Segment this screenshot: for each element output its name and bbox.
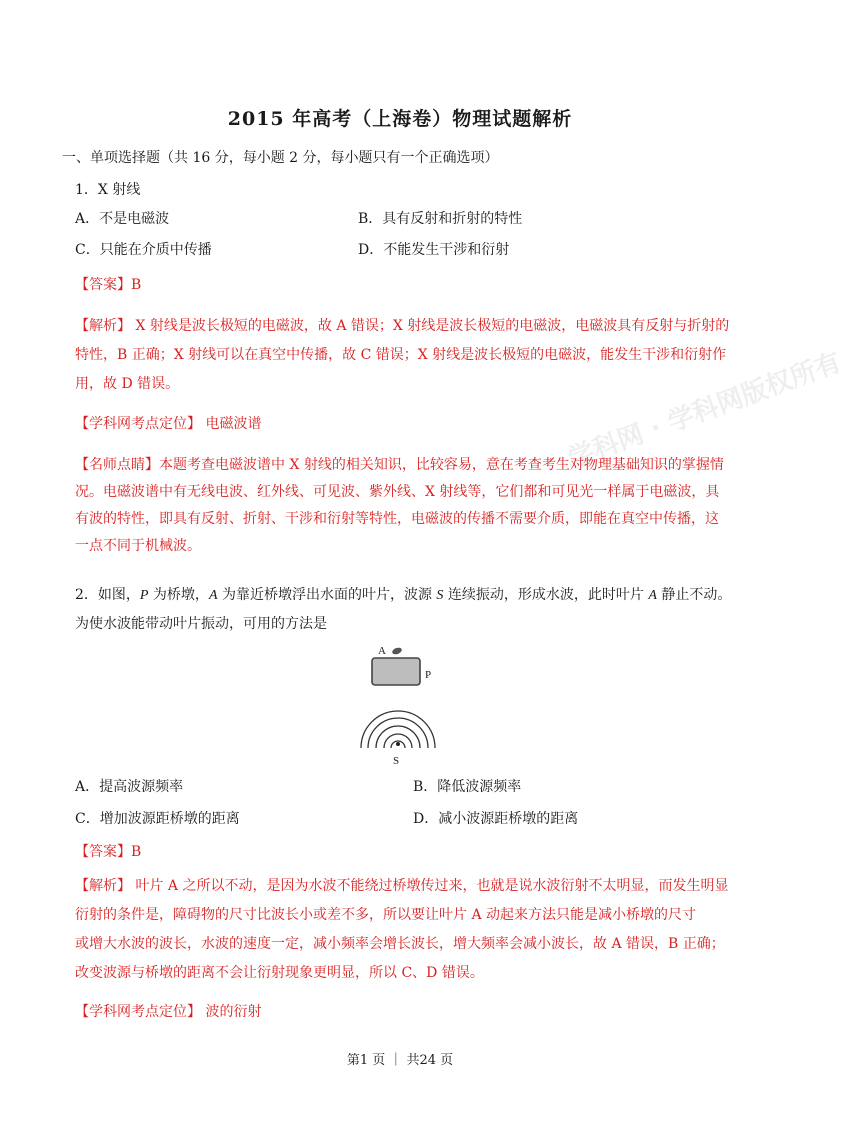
q2-option-b: B．降低波源频率 xyxy=(413,779,522,795)
leaf xyxy=(391,646,402,655)
q1-comment-line: 有波的特性，即具有反射、折射、干涉和衍射等特性，电磁波的传播不需要介质，即能在真空中传播，这 xyxy=(75,511,719,527)
q1-option-d: D．不能发生干涉和衍射 xyxy=(358,242,510,258)
q1-answer xyxy=(75,275,141,295)
q2-stem: 2．如图，P 为桥墩，A 为靠近桥墩浮出水面的叶片，波源 S 连续振动，形成水波，此时叶片 A 静止不动。 xyxy=(75,587,732,603)
section-heading: 一、单项选择题（共 16 分，每小题 2 分，每小题只有一个正确选项） xyxy=(62,150,499,166)
q1-knowledge-label: 【学科网考点定位】 xyxy=(75,416,201,432)
q1-option-c: C．只能在介质中传播 xyxy=(75,242,212,258)
q1-comment-line: 【名师点睛】本题考查电磁波谱中 X 射线的相关知识，比较容易，意在考查考生对物理基础知识的掌握情 xyxy=(75,457,724,473)
q2-answer xyxy=(75,842,141,862)
q2-analysis-line: 衍射的条件是，障碍物的尺寸比波长小或差不多，所以要让叶片 A 动起来方法只能是减小桥墩的尺寸 xyxy=(75,907,697,923)
q2-stem-line2: 为使水波能带动叶片振动，可用的方法是 xyxy=(75,616,327,632)
watermark: 学科网 · 学科网版权所有 xyxy=(564,347,846,475)
q1-analysis-line: 用，故 D 错误。 xyxy=(75,376,180,392)
q2-analysis-line: 或增大水波的波长，水波的速度一定，减小频率会增长波长，增大频率会减小波长，故 A 错误，B 正确； xyxy=(75,936,725,952)
q2-answer-value: B xyxy=(131,844,142,860)
q1-comment xyxy=(75,452,735,560)
q2-option-a: A．提高波源频率 xyxy=(75,779,184,795)
pier-block xyxy=(372,658,420,685)
q2-figure xyxy=(330,640,470,770)
q1-comment-line: 一点不同于机械波。 xyxy=(75,538,201,554)
q2-knowledge-label: 【学科网考点定位】 xyxy=(75,1004,201,1020)
q2-answer-label: 【答案】 xyxy=(75,844,131,860)
page-footer: 第1 页 ｜ 共24 页 xyxy=(346,1053,454,1068)
q2-analysis-line: 【解析】 叶片 A 之所以不动，是因为水波不能绕过桥墩传过来，也就是说水波衍射不太明显，而发生明显 xyxy=(75,878,729,894)
q1-analysis-line: 特性，B 正确；X 射线可以在真空中传播，故 C 错误；X 射线是波长极短的电磁波，能发生干涉和衍射作 xyxy=(75,347,727,363)
q1-stem: 1．X 射线 xyxy=(75,182,141,198)
label-a: A xyxy=(378,645,386,657)
q1-analysis xyxy=(75,312,735,399)
q1-option-b: B．具有反射和折射的特性 xyxy=(358,211,523,227)
q1-answer-value: B xyxy=(131,277,142,293)
q1-analysis-line: 【解析】 X 射线是波长极短的电磁波，故 A 错误；X 射线是波长极短的电磁波，电磁波具有反射与折射的 xyxy=(75,318,730,334)
q2-option-d: D．减小波源距桥墩的距离 xyxy=(413,811,579,827)
q2-knowledge-value: 波的衍射 xyxy=(205,1004,262,1020)
page-title: 2015 年高考（上海卷）物理试题解析 xyxy=(227,108,573,130)
q1-knowledge xyxy=(75,414,261,434)
q1-answer-label: 【答案】 xyxy=(75,277,131,293)
label-s: S xyxy=(393,755,400,767)
wave-source-dot xyxy=(396,742,400,746)
q2-analysis xyxy=(75,872,735,988)
q2-analysis-line: 改变波源与桥墩的距离不会让衍射现象更明显，所以 C、D 错误。 xyxy=(75,965,484,981)
q1-comment-line: 况。电磁波谱中有无线电波、红外线、可见波、紫外线、X 射线等，它们都和可见光一样属于电磁波，具 xyxy=(75,484,720,500)
q2-knowledge xyxy=(75,1002,261,1022)
q2-option-c: C．增加波源距桥墩的距离 xyxy=(75,811,240,827)
q1-option-a: A．不是电磁波 xyxy=(75,211,170,227)
q1-knowledge-value: 电磁波谱 xyxy=(205,416,262,432)
label-p: P xyxy=(425,669,432,681)
